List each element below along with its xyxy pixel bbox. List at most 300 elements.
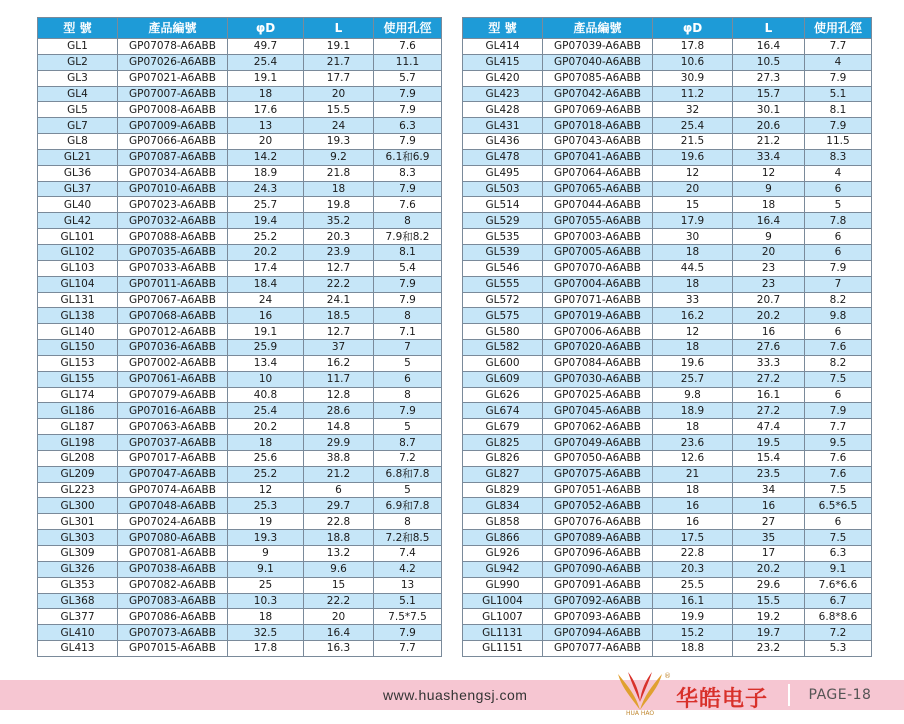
table-row: [463, 403, 872, 419]
cell-hole-size: 7.5: [805, 371, 872, 387]
table-row: [463, 482, 872, 498]
cell-length: 10.5: [733, 54, 805, 70]
cell-model: GL198: [38, 435, 118, 451]
cell-length: 15.4: [733, 450, 805, 466]
cell-hole-size: 5: [374, 482, 442, 498]
cell-hole-size: 8: [374, 308, 442, 324]
cell-diameter: 9: [228, 546, 304, 562]
cell-hole-size: 5.3: [805, 641, 872, 657]
cell-diameter: 25.4: [228, 403, 304, 419]
cell-diameter: 44.5: [653, 260, 733, 276]
cell-length: 16.1: [733, 387, 805, 403]
col-header-model: 型 號: [38, 18, 118, 39]
cell-model: GL1004: [463, 593, 543, 609]
cell-length: 16.2: [304, 355, 374, 371]
cell-hole-size: 7.2: [374, 450, 442, 466]
cell-product-code: GP07017-A6ABB: [118, 450, 228, 466]
cell-model: GL103: [38, 260, 118, 276]
cell-diameter: 18: [228, 609, 304, 625]
cell-diameter: 25.4: [228, 54, 304, 70]
cell-model: GL825: [463, 435, 543, 451]
cell-product-code: GP07076-A6ABB: [543, 514, 653, 530]
cell-model: GL2: [38, 54, 118, 70]
table-row: [463, 577, 872, 593]
cell-diameter: 25.6: [228, 450, 304, 466]
cell-model: GL413: [38, 641, 118, 657]
cell-hole-size: 8.7: [374, 435, 442, 451]
table-header-row: [38, 18, 442, 39]
table-row: [463, 324, 872, 340]
cell-diameter: 25.3: [228, 498, 304, 514]
cell-product-code: GP07020-A6ABB: [543, 340, 653, 356]
table-row: [38, 324, 442, 340]
product-table-right: [462, 17, 872, 657]
table-row: [463, 641, 872, 657]
cell-length: 20: [304, 86, 374, 102]
cell-diameter: 18: [228, 435, 304, 451]
cell-product-code: GP07087-A6ABB: [118, 149, 228, 165]
cell-model: GL423: [463, 86, 543, 102]
cell-hole-size: 5.4: [374, 260, 442, 276]
col-header-product-code: 產品編號: [543, 18, 653, 39]
cell-length: 17.7: [304, 70, 374, 86]
cell-product-code: GP07091-A6ABB: [543, 577, 653, 593]
table-row: [463, 371, 872, 387]
cell-product-code: GP07043-A6ABB: [543, 134, 653, 150]
cell-product-code: GP07094-A6ABB: [543, 625, 653, 641]
table-row: [38, 355, 442, 371]
cell-product-code: GP07036-A6ABB: [118, 340, 228, 356]
cell-product-code: GP07090-A6ABB: [543, 561, 653, 577]
col-header-product-code: 產品編號: [118, 18, 228, 39]
cell-model: GL431: [463, 118, 543, 134]
table-row: [38, 244, 442, 260]
col-header-diameter: φD: [228, 18, 304, 39]
cell-hole-size: 7.7: [805, 419, 872, 435]
cell-product-code: GP07002-A6ABB: [118, 355, 228, 371]
cell-product-code: GP07093-A6ABB: [543, 609, 653, 625]
cell-length: 11.7: [304, 371, 374, 387]
cell-model: GL153: [38, 355, 118, 371]
cell-model: GL101: [38, 229, 118, 245]
table-row: [463, 260, 872, 276]
cell-product-code: GP07096-A6ABB: [543, 546, 653, 562]
cell-diameter: 12.6: [653, 450, 733, 466]
cell-hole-size: 7.2: [805, 625, 872, 641]
table-row: [38, 276, 442, 292]
cell-hole-size: 5: [805, 197, 872, 213]
cell-length: 22.2: [304, 276, 374, 292]
table-row: [38, 86, 442, 102]
cell-model: GL8: [38, 134, 118, 150]
cell-model: GL7: [38, 118, 118, 134]
cell-length: 19.8: [304, 197, 374, 213]
table-row: [463, 625, 872, 641]
cell-model: GL4: [38, 86, 118, 102]
cell-diameter: 25: [228, 577, 304, 593]
cell-product-code: GP07005-A6ABB: [543, 244, 653, 260]
cell-product-code: GP07066-A6ABB: [118, 134, 228, 150]
cell-hole-size: 11.5: [805, 134, 872, 150]
cell-hole-size: 7.5: [805, 482, 872, 498]
table-row: [38, 70, 442, 86]
table-row: [38, 419, 442, 435]
col-header-model: 型 號: [463, 18, 543, 39]
cell-length: 9.6: [304, 561, 374, 577]
cell-model: GL572: [463, 292, 543, 308]
cell-product-code: GP07007-A6ABB: [118, 86, 228, 102]
cell-diameter: 18.4: [228, 276, 304, 292]
table-row: [463, 181, 872, 197]
cell-length: 23: [733, 276, 805, 292]
table-row: [463, 244, 872, 260]
cell-hole-size: 7.9: [805, 118, 872, 134]
cell-diameter: 13: [228, 118, 304, 134]
cell-product-code: GP07033-A6ABB: [118, 260, 228, 276]
cell-diameter: 21: [653, 466, 733, 482]
cell-hole-size: 7.1: [374, 324, 442, 340]
cell-product-code: GP07086-A6ABB: [118, 609, 228, 625]
cell-product-code: GP07026-A6ABB: [118, 54, 228, 70]
cell-diameter: 25.5: [653, 577, 733, 593]
table-row: [38, 482, 442, 498]
cell-length: 28.6: [304, 403, 374, 419]
table-row: [38, 213, 442, 229]
cell-product-code: GP07023-A6ABB: [118, 197, 228, 213]
cell-hole-size: 7.9: [374, 181, 442, 197]
cell-length: 34: [733, 482, 805, 498]
cell-hole-size: 7.4: [374, 546, 442, 562]
cell-product-code: GP07042-A6ABB: [543, 86, 653, 102]
cell-model: GL301: [38, 514, 118, 530]
cell-diameter: 25.7: [653, 371, 733, 387]
cell-hole-size: 6.1和6.9: [374, 149, 442, 165]
cell-diameter: 16: [653, 514, 733, 530]
cell-length: 15.7: [733, 86, 805, 102]
cell-length: 15.5: [733, 593, 805, 609]
cell-hole-size: 7.2和8.5: [374, 530, 442, 546]
cell-product-code: GP07063-A6ABB: [118, 419, 228, 435]
cell-product-code: GP07025-A6ABB: [543, 387, 653, 403]
table-row: [463, 149, 872, 165]
cell-model: GL353: [38, 577, 118, 593]
cell-model: GL150: [38, 340, 118, 356]
cell-hole-size: 7: [805, 276, 872, 292]
cell-length: 29.7: [304, 498, 374, 514]
table-row: [463, 308, 872, 324]
col-header-diameter: φD: [653, 18, 733, 39]
table-row: [38, 546, 442, 562]
cell-hole-size: 7.5: [805, 530, 872, 546]
cell-length: 16: [733, 498, 805, 514]
cell-diameter: 20: [653, 181, 733, 197]
cell-diameter: 15: [653, 197, 733, 213]
cell-product-code: GP07061-A6ABB: [118, 371, 228, 387]
table-row: [38, 197, 442, 213]
cell-product-code: GP07049-A6ABB: [543, 435, 653, 451]
cell-length: 23.2: [733, 641, 805, 657]
cell-product-code: GP07085-A6ABB: [543, 70, 653, 86]
cell-diameter: 16.1: [653, 593, 733, 609]
cell-hole-size: 7: [374, 340, 442, 356]
cell-diameter: 20.2: [228, 244, 304, 260]
cell-product-code: GP07050-A6ABB: [543, 450, 653, 466]
cell-hole-size: 8.2: [805, 292, 872, 308]
cell-diameter: 23.6: [653, 435, 733, 451]
cell-model: GL415: [463, 54, 543, 70]
cell-model: GL990: [463, 577, 543, 593]
cell-product-code: GP07008-A6ABB: [118, 102, 228, 118]
table-row: [38, 181, 442, 197]
cell-diameter: 32: [653, 102, 733, 118]
cell-length: 16: [733, 324, 805, 340]
cell-hole-size: 7.9: [805, 403, 872, 419]
cell-model: GL174: [38, 387, 118, 403]
cell-model: GL102: [38, 244, 118, 260]
cell-length: 24.1: [304, 292, 374, 308]
cell-length: 9: [733, 229, 805, 245]
footer-url[interactable]: www.huashengsj.com: [383, 687, 528, 703]
cell-diameter: 9.1: [228, 561, 304, 577]
cell-hole-size: 6: [805, 387, 872, 403]
cell-hole-size: 9.5: [805, 435, 872, 451]
cell-product-code: GP07081-A6ABB: [118, 546, 228, 562]
col-header-hole-size: 使用孔徑: [805, 18, 872, 39]
cell-product-code: GP07011-A6ABB: [118, 276, 228, 292]
cell-diameter: 30: [653, 229, 733, 245]
product-table-left: [37, 17, 442, 657]
table-row: [38, 387, 442, 403]
cell-diameter: 25.9: [228, 340, 304, 356]
cell-product-code: GP07041-A6ABB: [543, 149, 653, 165]
cell-hole-size: 8.3: [374, 165, 442, 181]
cell-length: 22.8: [304, 514, 374, 530]
cell-diameter: 19.3: [228, 530, 304, 546]
cell-product-code: GP07080-A6ABB: [118, 530, 228, 546]
cell-diameter: 17.5: [653, 530, 733, 546]
cell-length: 33.4: [733, 149, 805, 165]
cell-model: GL503: [463, 181, 543, 197]
table-row: [38, 609, 442, 625]
cell-model: GL436: [463, 134, 543, 150]
table-row: [463, 39, 872, 55]
cell-hole-size: 7.6: [805, 450, 872, 466]
cell-hole-size: 7.9: [374, 86, 442, 102]
cell-length: 18: [304, 181, 374, 197]
cell-hole-size: 8: [374, 387, 442, 403]
cell-length: 29.6: [733, 577, 805, 593]
cell-product-code: GP07004-A6ABB: [543, 276, 653, 292]
registered-mark: ®: [664, 672, 671, 680]
cell-diameter: 19.1: [228, 70, 304, 86]
cell-diameter: 9.8: [653, 387, 733, 403]
cell-model: GL414: [463, 39, 543, 55]
cell-length: 27.6: [733, 340, 805, 356]
cell-product-code: GP07030-A6ABB: [543, 371, 653, 387]
cell-product-code: GP07010-A6ABB: [118, 181, 228, 197]
cell-hole-size: 6.8*8.6: [805, 609, 872, 625]
cell-diameter: 18: [653, 340, 733, 356]
cell-model: GL514: [463, 197, 543, 213]
cell-length: 12.8: [304, 387, 374, 403]
cell-product-code: GP07035-A6ABB: [118, 244, 228, 260]
cell-model: GL309: [38, 546, 118, 562]
table-row: [463, 435, 872, 451]
table-row: [463, 165, 872, 181]
cell-model: GL208: [38, 450, 118, 466]
cell-model: GL829: [463, 482, 543, 498]
cell-length: 22.2: [304, 593, 374, 609]
cell-hole-size: 8.2: [805, 355, 872, 371]
cell-model: GL1007: [463, 609, 543, 625]
table-row: [38, 54, 442, 70]
cell-length: 14.8: [304, 419, 374, 435]
cell-length: 35.2: [304, 213, 374, 229]
table-row: [463, 70, 872, 86]
cell-hole-size: 7.6: [374, 197, 442, 213]
cell-model: GL529: [463, 213, 543, 229]
cell-length: 30.1: [733, 102, 805, 118]
cell-hole-size: 6.5*6.5: [805, 498, 872, 514]
table-row: [463, 355, 872, 371]
cell-diameter: 20.3: [653, 561, 733, 577]
cell-model: GL535: [463, 229, 543, 245]
table-row: [463, 118, 872, 134]
cell-model: GL209: [38, 466, 118, 482]
cell-length: 19.2: [733, 609, 805, 625]
table-row: [38, 435, 442, 451]
cell-product-code: GP07019-A6ABB: [543, 308, 653, 324]
table-row: [463, 419, 872, 435]
cell-hole-size: 8.1: [374, 244, 442, 260]
cell-model: GL3: [38, 70, 118, 86]
cell-hole-size: 4: [805, 165, 872, 181]
cell-diameter: 24.3: [228, 181, 304, 197]
cell-diameter: 33: [653, 292, 733, 308]
cell-product-code: GP07092-A6ABB: [543, 593, 653, 609]
cell-length: 16.4: [733, 213, 805, 229]
cell-model: GL36: [38, 165, 118, 181]
table-row: [38, 403, 442, 419]
cell-length: 35: [733, 530, 805, 546]
cell-diameter: 13.4: [228, 355, 304, 371]
cell-diameter: 19.1: [228, 324, 304, 340]
table-row: [38, 340, 442, 356]
cell-length: 23.5: [733, 466, 805, 482]
cell-product-code: GP07062-A6ABB: [543, 419, 653, 435]
cell-length: 20: [733, 244, 805, 260]
table-row: [38, 118, 442, 134]
cell-diameter: 10.6: [653, 54, 733, 70]
cell-model: GL478: [463, 149, 543, 165]
table-row: [463, 134, 872, 150]
table-row: [38, 561, 442, 577]
logo-subtext: HUA HAO: [626, 710, 655, 717]
cell-length: 13.2: [304, 546, 374, 562]
cell-model: GL223: [38, 482, 118, 498]
cell-diameter: 25.2: [228, 229, 304, 245]
cell-model: GL186: [38, 403, 118, 419]
brand-name: 华皓电子: [676, 687, 769, 712]
cell-hole-size: 7.6*6.6: [805, 577, 872, 593]
cell-diameter: 22.8: [653, 546, 733, 562]
cell-length: 21.8: [304, 165, 374, 181]
cell-model: GL858: [463, 514, 543, 530]
cell-product-code: GP07067-A6ABB: [118, 292, 228, 308]
table-row: [38, 625, 442, 641]
cell-model: GL926: [463, 546, 543, 562]
table-row: [463, 229, 872, 245]
cell-length: 16.4: [733, 39, 805, 55]
cell-hole-size: 7.8: [805, 213, 872, 229]
cell-length: 9: [733, 181, 805, 197]
cell-model: GL674: [463, 403, 543, 419]
table-row: [463, 197, 872, 213]
cell-hole-size: 7.6: [805, 340, 872, 356]
cell-length: 20.6: [733, 118, 805, 134]
cell-length: 16.3: [304, 641, 374, 657]
cell-model: GL131: [38, 292, 118, 308]
cell-model: GL300: [38, 498, 118, 514]
cell-model: GL827: [463, 466, 543, 482]
cell-diameter: 16: [228, 308, 304, 324]
cell-product-code: GP07065-A6ABB: [543, 181, 653, 197]
cell-hole-size: 6.8和7.8: [374, 466, 442, 482]
cell-diameter: 17.9: [653, 213, 733, 229]
table-row: [463, 340, 872, 356]
table-row: [463, 387, 872, 403]
table-row: [463, 514, 872, 530]
cell-length: 20: [304, 609, 374, 625]
cell-model: GL138: [38, 308, 118, 324]
table-row: [463, 86, 872, 102]
cell-hole-size: 13: [374, 577, 442, 593]
cell-hole-size: 6: [805, 229, 872, 245]
cell-model: GL679: [463, 419, 543, 435]
cell-hole-size: 8: [374, 213, 442, 229]
table-row: [463, 292, 872, 308]
cell-product-code: GP07088-A6ABB: [118, 229, 228, 245]
cell-length: 21.2: [304, 466, 374, 482]
cell-model: GL104: [38, 276, 118, 292]
table-row: [463, 450, 872, 466]
cell-hole-size: 7.6: [805, 466, 872, 482]
cell-diameter: 17.4: [228, 260, 304, 276]
table-row: [38, 641, 442, 657]
cell-model: GL942: [463, 561, 543, 577]
cell-product-code: GP07006-A6ABB: [543, 324, 653, 340]
cell-diameter: 19.4: [228, 213, 304, 229]
cell-product-code: GP07039-A6ABB: [543, 39, 653, 55]
table-row: [38, 165, 442, 181]
cell-diameter: 19.9: [653, 609, 733, 625]
cell-model: GL539: [463, 244, 543, 260]
cell-hole-size: 5.1: [374, 593, 442, 609]
cell-diameter: 18.8: [653, 641, 733, 657]
cell-product-code: GP07051-A6ABB: [543, 482, 653, 498]
cell-model: GL303: [38, 530, 118, 546]
table-row: [38, 498, 442, 514]
cell-product-code: GP07084-A6ABB: [543, 355, 653, 371]
cell-model: GL1151: [463, 641, 543, 657]
cell-hole-size: 7.9: [374, 276, 442, 292]
cell-diameter: 18: [653, 276, 733, 292]
cell-diameter: 18.9: [653, 403, 733, 419]
cell-diameter: 18: [653, 482, 733, 498]
cell-diameter: 12: [228, 482, 304, 498]
cell-model: GL428: [463, 102, 543, 118]
cell-product-code: GP07077-A6ABB: [543, 641, 653, 657]
